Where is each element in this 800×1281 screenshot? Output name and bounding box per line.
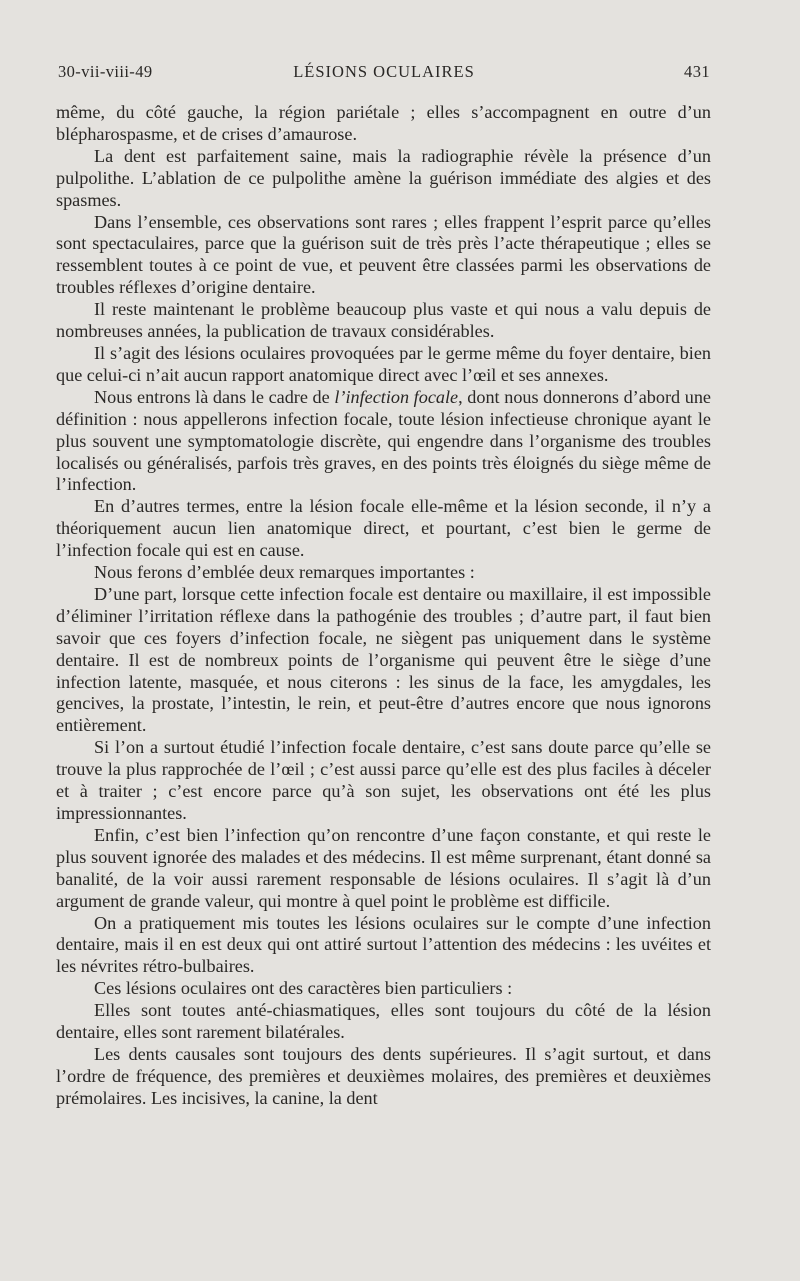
- paragraph: Si l’on a surtout étudié l’infection focale dentaire, c’est sans doute parce qu’elle se trouve la plus rapprochée de l’œil ; c’est aussi parce qu’elle est des plus faciles à déceler et à traiter ; c’est encore parce qu’à son sujet, les observations ont été les plus impressionnantes.: [56, 737, 711, 823]
- paragraph: La dent est parfaitement saine, mais la radiographie révèle la présence d’un pulpolithe. L’ablation de ce pulpolithe amène la guérison immédiate des algies et des spasmes.: [56, 145, 711, 210]
- paragraph-text: Nous entrons là dans le cadre de: [94, 386, 335, 407]
- paragraph: Enfin, c’est bien l’infection qu’on rencontre d’une façon constante, et qui reste le plus souvent ignorée des malades et des médecins. Il est même surprenant, étant donné sa banalité, de la voir aussi rarement responsable de lésions oculaires. Il s’agit là d’un argument de grande valeur, qui montre à quel point le problème est difficile.: [56, 824, 711, 911]
- paragraph-focal-infection: [56, 387, 711, 497]
- paragraph: Ces lésions oculaires ont des caractères bien particuliers :: [94, 978, 513, 999]
- paragraph: Il s’agit des lésions oculaires provoquées par le germe même du foyer dentaire, bien que celui-ci n’ait aucun rapport anatomique direct avec l’œil et ses annexes.: [56, 342, 711, 385]
- paragraph: Les dents causales sont toujours des dents supérieures. Il s’agit surtout, et dans l’ordre de fréquence, des premières et deuxièmes molaires, des premières et deuxièmes prémolaires. Les incisives, la canine, la dent: [56, 1043, 711, 1108]
- header-date: 30-vii-viii-49: [58, 62, 153, 81]
- paragraph: D’une part, lorsque cette infection focale est dentaire ou maxillaire, il est impossible d’éliminer l’irritation réflexe dans la pathogénie des troubles ; d’autre part, il faut bien savoir que ces foyers d’infection focale, ne siègent pas uniquement dans le système dentaire. Il est de nombreux points de l’organisme qui peuvent être le siège d’une infection latente, masquée, et nous citerons : les sinus de la face, les amygdales, les gencives, la prostate, l’intestin, le rein, et peut-être d’autres encore que nous ignorons entièrement.: [56, 583, 711, 736]
- paragraph: On a pratiquement mis toutes les lésions oculaires sur le compte d’une infection dentaire, mais il en est deux qui ont attiré surtout l’attention des médecins : les uvéites et les névrites rétro-bulbaires.: [56, 912, 711, 977]
- italic-term: l’infection focale: [334, 386, 459, 407]
- paragraph: Il reste maintenant le problème beaucoup plus vaste et qui nous a valu depuis de nombreuses années, la publication de travaux considérables.: [56, 299, 711, 342]
- paragraph: Dans l’ensemble, ces observations sont rares ; elles frappent l’esprit parce qu’elles sont spectaculaires, parce que la guérison suit de très près l’acte thérapeutique ; elles se ressemblent toutes à ce point de vue, et peuvent être classées parmi les observations de troubles réflexes d’origine dentaire.: [56, 211, 711, 298]
- running-title: LÉSIONS OCULAIRES: [293, 62, 475, 81]
- paragraph-text: , dont nous donnerons d’abord une définition : nous appellerons infection focale, toute lésion infectieuse chronique ayant le plus souvent une symptomatologie discrète, qui engendre dans l’organisme des troubles localisés ou généralisés, parfois très graves, en des points très éloignés du siège même de l’infection.: [56, 386, 711, 495]
- paragraph-continued: même, du côté gauche, la région pariétale ; elles s’accompagnent en outre d’un blépharospasme, et de crises d’amaurose.: [56, 102, 711, 144]
- paragraph: En d’autres termes, entre la lésion focale elle-même et la lésion seconde, il n’y a théoriquement aucun lien anatomique direct, et pourtant, c’est bien le germe de l’infection focale qui est en cause.: [56, 496, 711, 561]
- running-header: [58, 62, 710, 86]
- body-text: [56, 102, 711, 1110]
- paragraph: Elles sont toutes anté-chiasmatiques, elles sont toujours du côté de la lésion dentaire, elles sont rarement bilatérales.: [56, 1000, 711, 1043]
- paragraph: Nous ferons d’emblée deux remarques importantes :: [94, 562, 475, 583]
- page-number: 431: [684, 62, 710, 81]
